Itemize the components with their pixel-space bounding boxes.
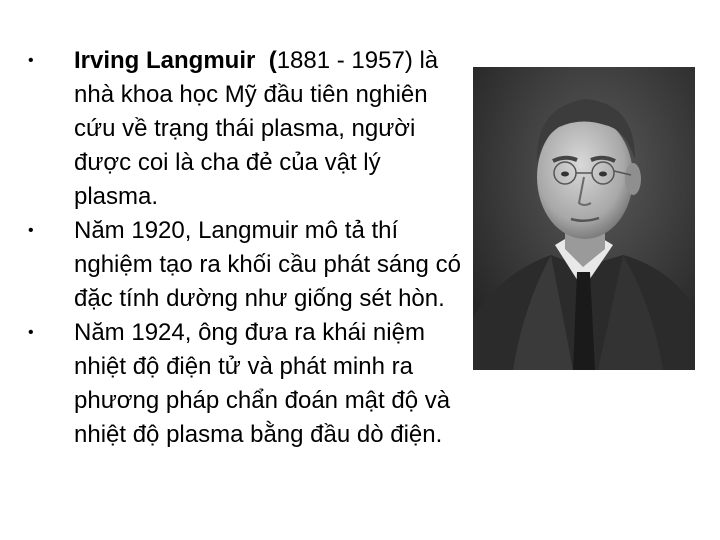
bullet-text: Năm 1920, Langmuir mô tả thí nghiệm tạo ra khối cầu phát sáng có đặc tính dường như giống sét hòn. <box>74 217 461 312</box>
bullet-item-1920 <box>22 214 462 316</box>
bullet-marker: • <box>28 222 34 239</box>
bullet-list <box>22 44 462 452</box>
paren-open: ( <box>268 47 277 74</box>
bullet-marker: • <box>28 52 34 69</box>
bullet-item-1924 <box>22 316 462 452</box>
bullet-item-bio <box>22 44 462 214</box>
portrait-photo <box>473 67 695 370</box>
bio-text: 1881 - 1957) là nhà khoa học Mỹ đầu tiên nghiên cứu về trạng thái plasma, người được coi là cha đẻ của vật lý plasma. <box>74 47 439 210</box>
portrait-illustration <box>473 67 695 370</box>
bullet-text <box>74 44 462 214</box>
bullet-text: Năm 1924, ông đưa ra khái niệm nhiệt độ điện tử và phát minh ra phương pháp chẩn đoán mật độ và nhiệt độ plasma bằng đầu dò điện. <box>74 319 451 448</box>
bullet-marker: • <box>28 324 34 341</box>
person-name: Irving Langmuir <box>74 47 256 74</box>
